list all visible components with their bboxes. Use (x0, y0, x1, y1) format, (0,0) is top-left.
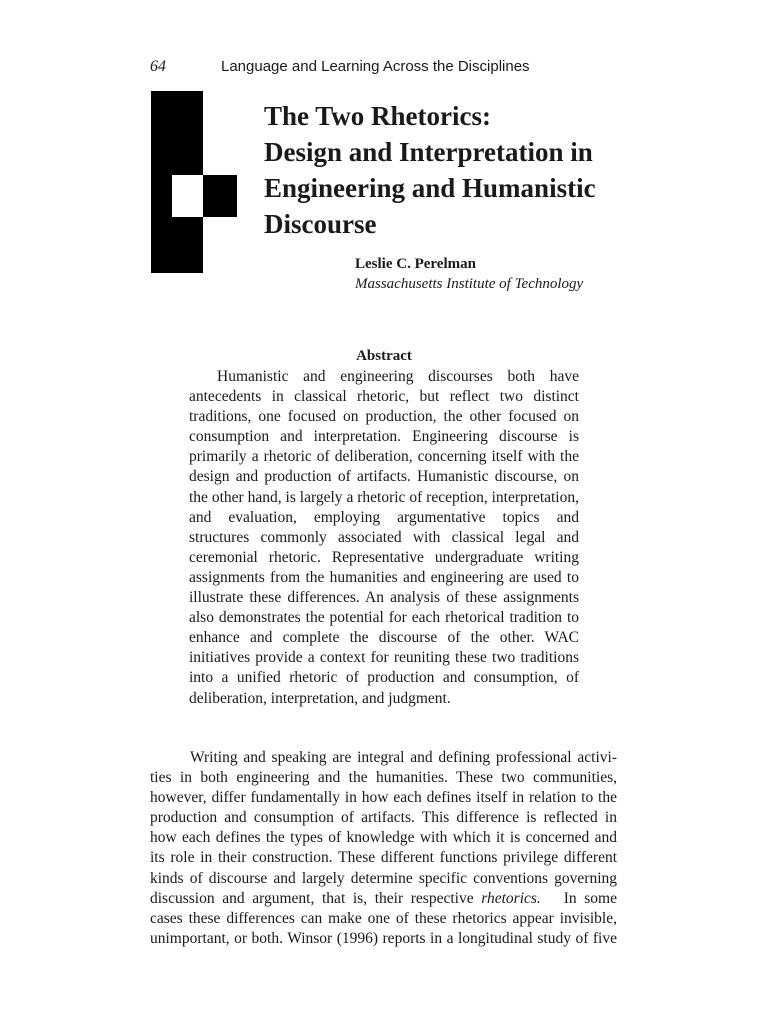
abstract-line: Humanistic and engineering discourses both have (217, 368, 579, 385)
body-line: ties in both engineering and the humanities. These two communities, (150, 769, 617, 787)
body-paragraph (150, 748, 617, 949)
abstract-line: assignments from the humanities and engineering are used to (189, 568, 579, 586)
abstract-line: ceremonial rhetoric. Representative undergraduate writing (189, 548, 579, 566)
page-number: 64 (150, 58, 166, 75)
title-line: The Two Rhetorics: (264, 101, 491, 131)
body-line: kinds of discourse and largely determine specific conventions governing (150, 869, 617, 887)
decorative-block-graphic (151, 91, 237, 273)
body-line: Writing and speaking are integral and defining professional activi- (190, 749, 617, 766)
body-line: how each defines the types of knowledge with which it is concerned and (150, 829, 617, 847)
abstract-line: into a unified rhetoric of production and consumption, of (189, 669, 579, 687)
title-line: Design and Interpretation in (264, 137, 593, 167)
body-line (150, 889, 617, 909)
body-line: however, differ fundamentally in how each defines itself in relation to the (150, 789, 617, 807)
abstract-heading: Abstract (356, 348, 412, 364)
article-title (264, 98, 644, 242)
abstract-line: design and production of artifacts. Humanistic discourse, on (189, 468, 579, 486)
abstract-line: consumption and interpretation. Engineering discourse is (189, 428, 579, 446)
running-head (150, 58, 630, 80)
title-line: Discourse (264, 209, 377, 239)
body-line: production and consumption of artifacts. This difference is reflected in (150, 809, 617, 827)
body-line: unimportant, or both. Winsor (1996) reports in a longitudinal study of five (150, 929, 617, 947)
title-line: Engineering and Humanistic (264, 173, 596, 203)
abstract-line: enhance and complete the discourse of the other. WAC (189, 629, 579, 647)
abstract-line: primarily a rhetoric of deliberation, concerning itself with the (189, 448, 579, 466)
author-name: Leslie C. Perelman (355, 256, 476, 272)
abstract-line: deliberation, interpretation, and judgment. (189, 689, 451, 707)
author-affiliation: Massachusetts Institute of Technology (355, 276, 584, 292)
abstract-line: illustrate these differences. An analysis of these assignments (189, 589, 579, 607)
abstract-line: and evaluation, employing argumentative topics and (189, 508, 579, 526)
body-line-text: discussion and argument, that is, their respective (150, 889, 474, 907)
body-line-text: In some (540, 889, 617, 907)
journal-title: Language and Learning Across the Disciplines (221, 58, 530, 75)
abstract-line: traditions, one focused on production, the other focused on (189, 408, 579, 426)
body-line: its role in their construction. These different functions privilege different (150, 849, 617, 867)
abstract-line: also demonstrates the potential for each rhetorical tradition to (189, 609, 579, 627)
abstract-text (189, 367, 579, 709)
abstract-line: initiatives provide a context for reuniting these two traditions (189, 649, 579, 667)
abstract-line: antecedents in classical rhetoric, but reflect two distinct (189, 388, 579, 406)
body-line: cases these differences can make one of these rhetorics appear invisible, (150, 909, 617, 927)
abstract-line: the other hand, is largely a rhetoric of reception, interpretation, (189, 488, 579, 506)
abstract-line: structures commonly associated with classical legal and (189, 528, 579, 546)
byline (355, 254, 655, 294)
emphasized-term: rhetorics. (481, 889, 541, 907)
